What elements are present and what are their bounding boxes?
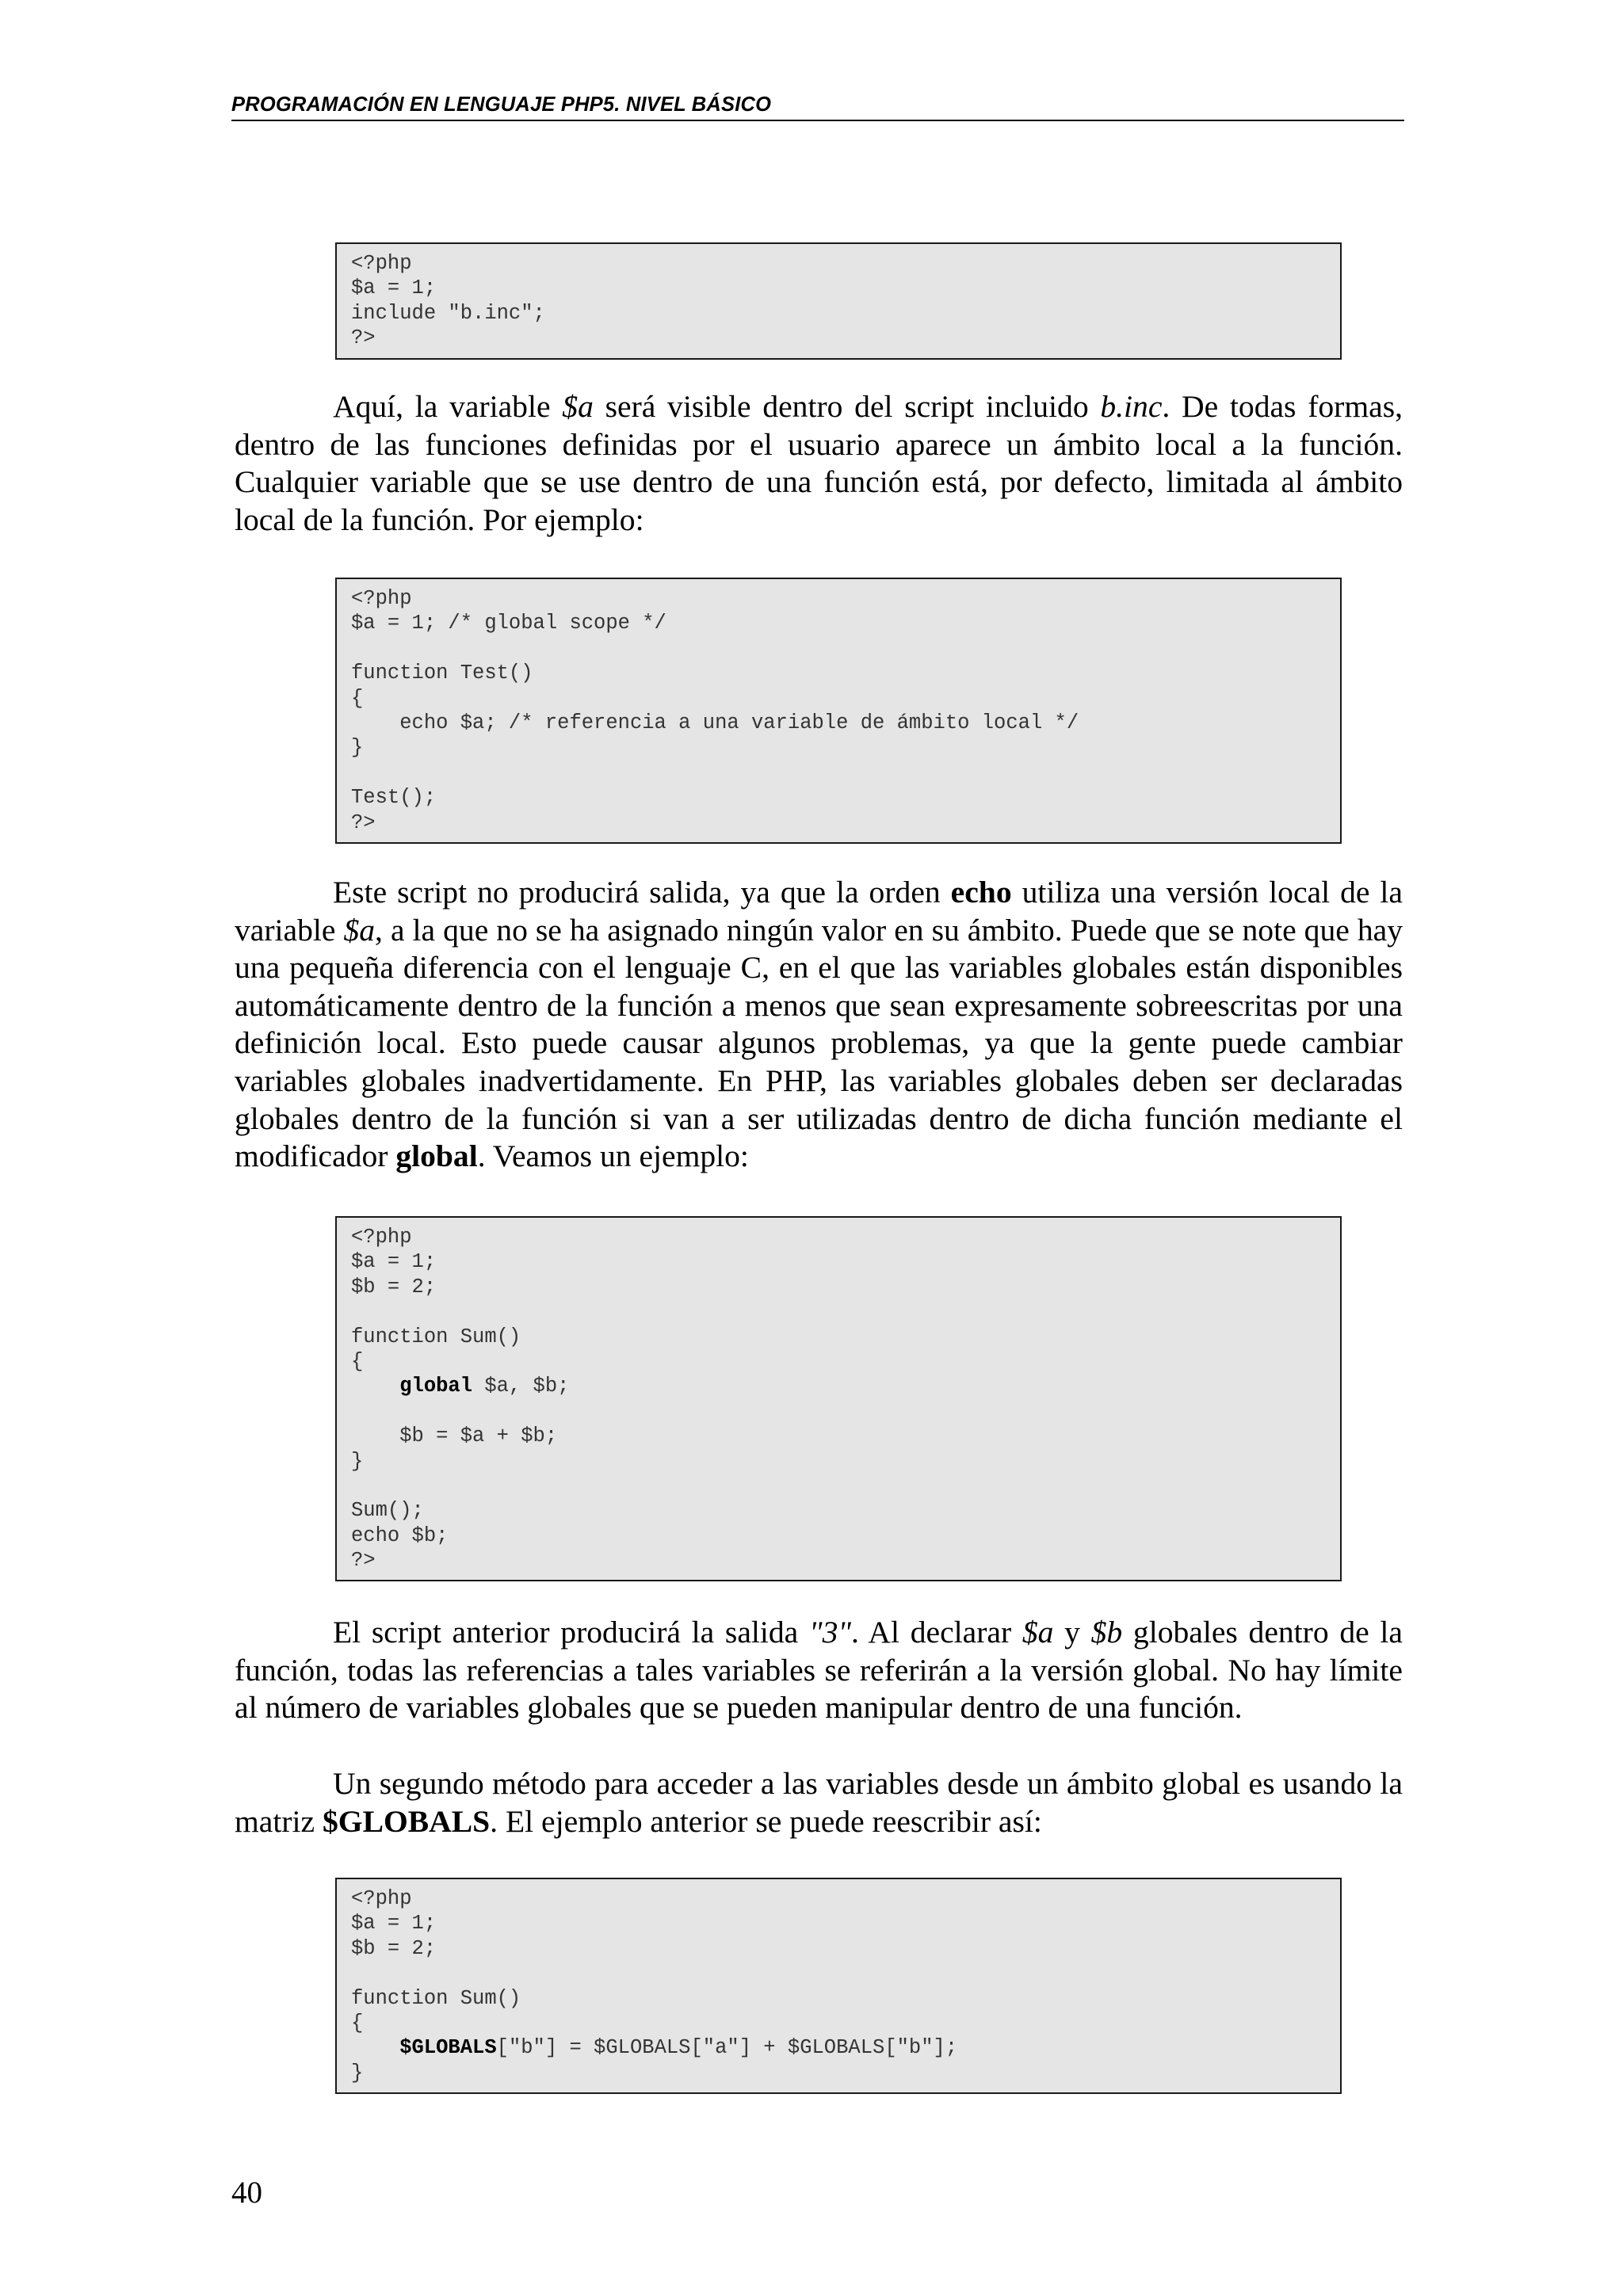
code-line: function Test() (351, 662, 533, 685)
code-line: $a = 1; (351, 277, 437, 300)
variable-ref: $a (343, 912, 376, 948)
code-line: ?> (351, 1549, 376, 1573)
code-indent (351, 2036, 399, 2059)
code-line (351, 761, 1326, 785)
file-ref: b.inc (1100, 389, 1163, 424)
text-run: Este script no producirá salida, ya que la orden (333, 875, 951, 910)
text-run: . Al declarar (851, 1615, 1022, 1650)
code-line: } (351, 1449, 364, 1473)
code-line: $b = 2; (351, 1275, 437, 1299)
code-line: $b = $a + $b; (351, 1425, 558, 1448)
code-line: $b = 2; (351, 1936, 437, 1960)
code-line: ?> (351, 326, 376, 350)
code-line: <?php (351, 587, 412, 610)
running-header: PROGRAMACIÓN EN LENGUAJE PHP5. NIVEL BÁSICO (231, 93, 1404, 121)
code-line: Test(); (351, 786, 437, 810)
text-run: . De todas formas, dentro de las funciones definidas por el usuario aparece un ámbito local a la función. Cualquier variable que se use dentro de una función está, por defecto, limitada al ámbito local de la función. Por ejemplo: (235, 389, 1403, 537)
code-line: echo $a; /* referencia a una variable de ámbito local */ (351, 711, 1079, 734)
code-line: Sum(); (351, 1499, 424, 1523)
code-line: function Sum() (351, 1325, 521, 1348)
text-run: utiliza una versión local de la variable (235, 875, 1403, 948)
code-keyword-globals: $GLOBALS (399, 2036, 497, 2060)
variable-ref: $a (1022, 1615, 1054, 1650)
code-line (351, 1299, 1326, 1324)
text-run: será visible dentro del script incluido (593, 389, 1101, 424)
code-line (351, 1399, 1326, 1424)
code-line: $a = 1; (351, 1912, 437, 1936)
text-run: globales dentro de la función, todas las referencias a tales variables se referirán a la versión global. No hay límite al número de variables globales que se pueden manipular dentro de una función. (235, 1615, 1403, 1726)
code-block-test-function (335, 578, 1342, 844)
text-run: Un segundo método para acceder a las variables desde un ámbito global es usando la matriz (235, 1766, 1403, 1839)
paragraph-globals-array (235, 1765, 1403, 1840)
variable-ref: $a (562, 389, 594, 424)
code-line: <?php (351, 1226, 412, 1249)
text-run: . El ejemplo anterior se puede reescribir así: (490, 1803, 1042, 1839)
text-run: y (1053, 1615, 1091, 1650)
text-run: Aquí, la variable (333, 389, 563, 424)
code-line: { (351, 2011, 364, 2035)
paragraph-local-scope (235, 388, 1403, 539)
code-line: { (351, 686, 364, 710)
code-line: ?> (351, 810, 376, 834)
paragraph-output-explanation (235, 1614, 1403, 1727)
code-line: } (351, 736, 364, 760)
code-block-globals-array (335, 1878, 1342, 2094)
text-run: El script anterior producirá la salida (333, 1615, 809, 1650)
keyword-globals: $GLOBALS (323, 1803, 491, 1839)
code-keyword-global: global (399, 1375, 473, 1398)
code-line (351, 1474, 1326, 1498)
keyword-global: global (395, 1138, 478, 1174)
code-block-include (335, 242, 1342, 360)
code-line: $a = 1; /* global scope */ (351, 612, 666, 635)
code-line (351, 1961, 1326, 1985)
text-run: . Veamos un ejemplo: (477, 1138, 749, 1174)
code-text: ["b"] = $GLOBALS["a"] + $GLOBALS["b"]; (496, 2036, 958, 2060)
code-indent (351, 1375, 399, 1398)
code-text: $a, $b; (472, 1375, 570, 1398)
code-line: } (351, 2061, 364, 2084)
output-value: "3" (808, 1615, 851, 1650)
code-line: <?php (351, 1887, 412, 1910)
code-line: { (351, 1349, 364, 1373)
code-line: <?php (351, 252, 412, 275)
code-line-global (351, 1374, 1326, 1398)
keyword-echo: echo (950, 875, 1012, 910)
code-line: include "b.inc"; (351, 301, 545, 325)
variable-ref: $b (1090, 1615, 1123, 1650)
code-line: $a = 1; (351, 1250, 437, 1274)
code-block-global-keyword (335, 1216, 1342, 1581)
paragraph-echo-explanation (235, 874, 1403, 1176)
code-line: function Sum() (351, 1986, 521, 2010)
code-line-globals (351, 2035, 1326, 2060)
code-line (351, 636, 1326, 661)
code-line: echo $b; (351, 1524, 449, 1547)
text-run: , a la que no se ha asignado ningún valor en su ámbito. Puede que se note que hay una pequeña diferencia con el lenguaje C, en el que las variables globales están disponibles automáticamente dentro de la función a menos que sean expresamente sobreescritas por una definición local. Esto puede causar algunos problemas, ya que la gente puede cambiar variables globales inadvertidamente. En PHP, las variables globales deben ser declaradas globales dentro de la función si van a ser utilizadas dentro de dicha función mediante el modificador (235, 912, 1403, 1174)
page-number: 40 (231, 2176, 262, 2210)
